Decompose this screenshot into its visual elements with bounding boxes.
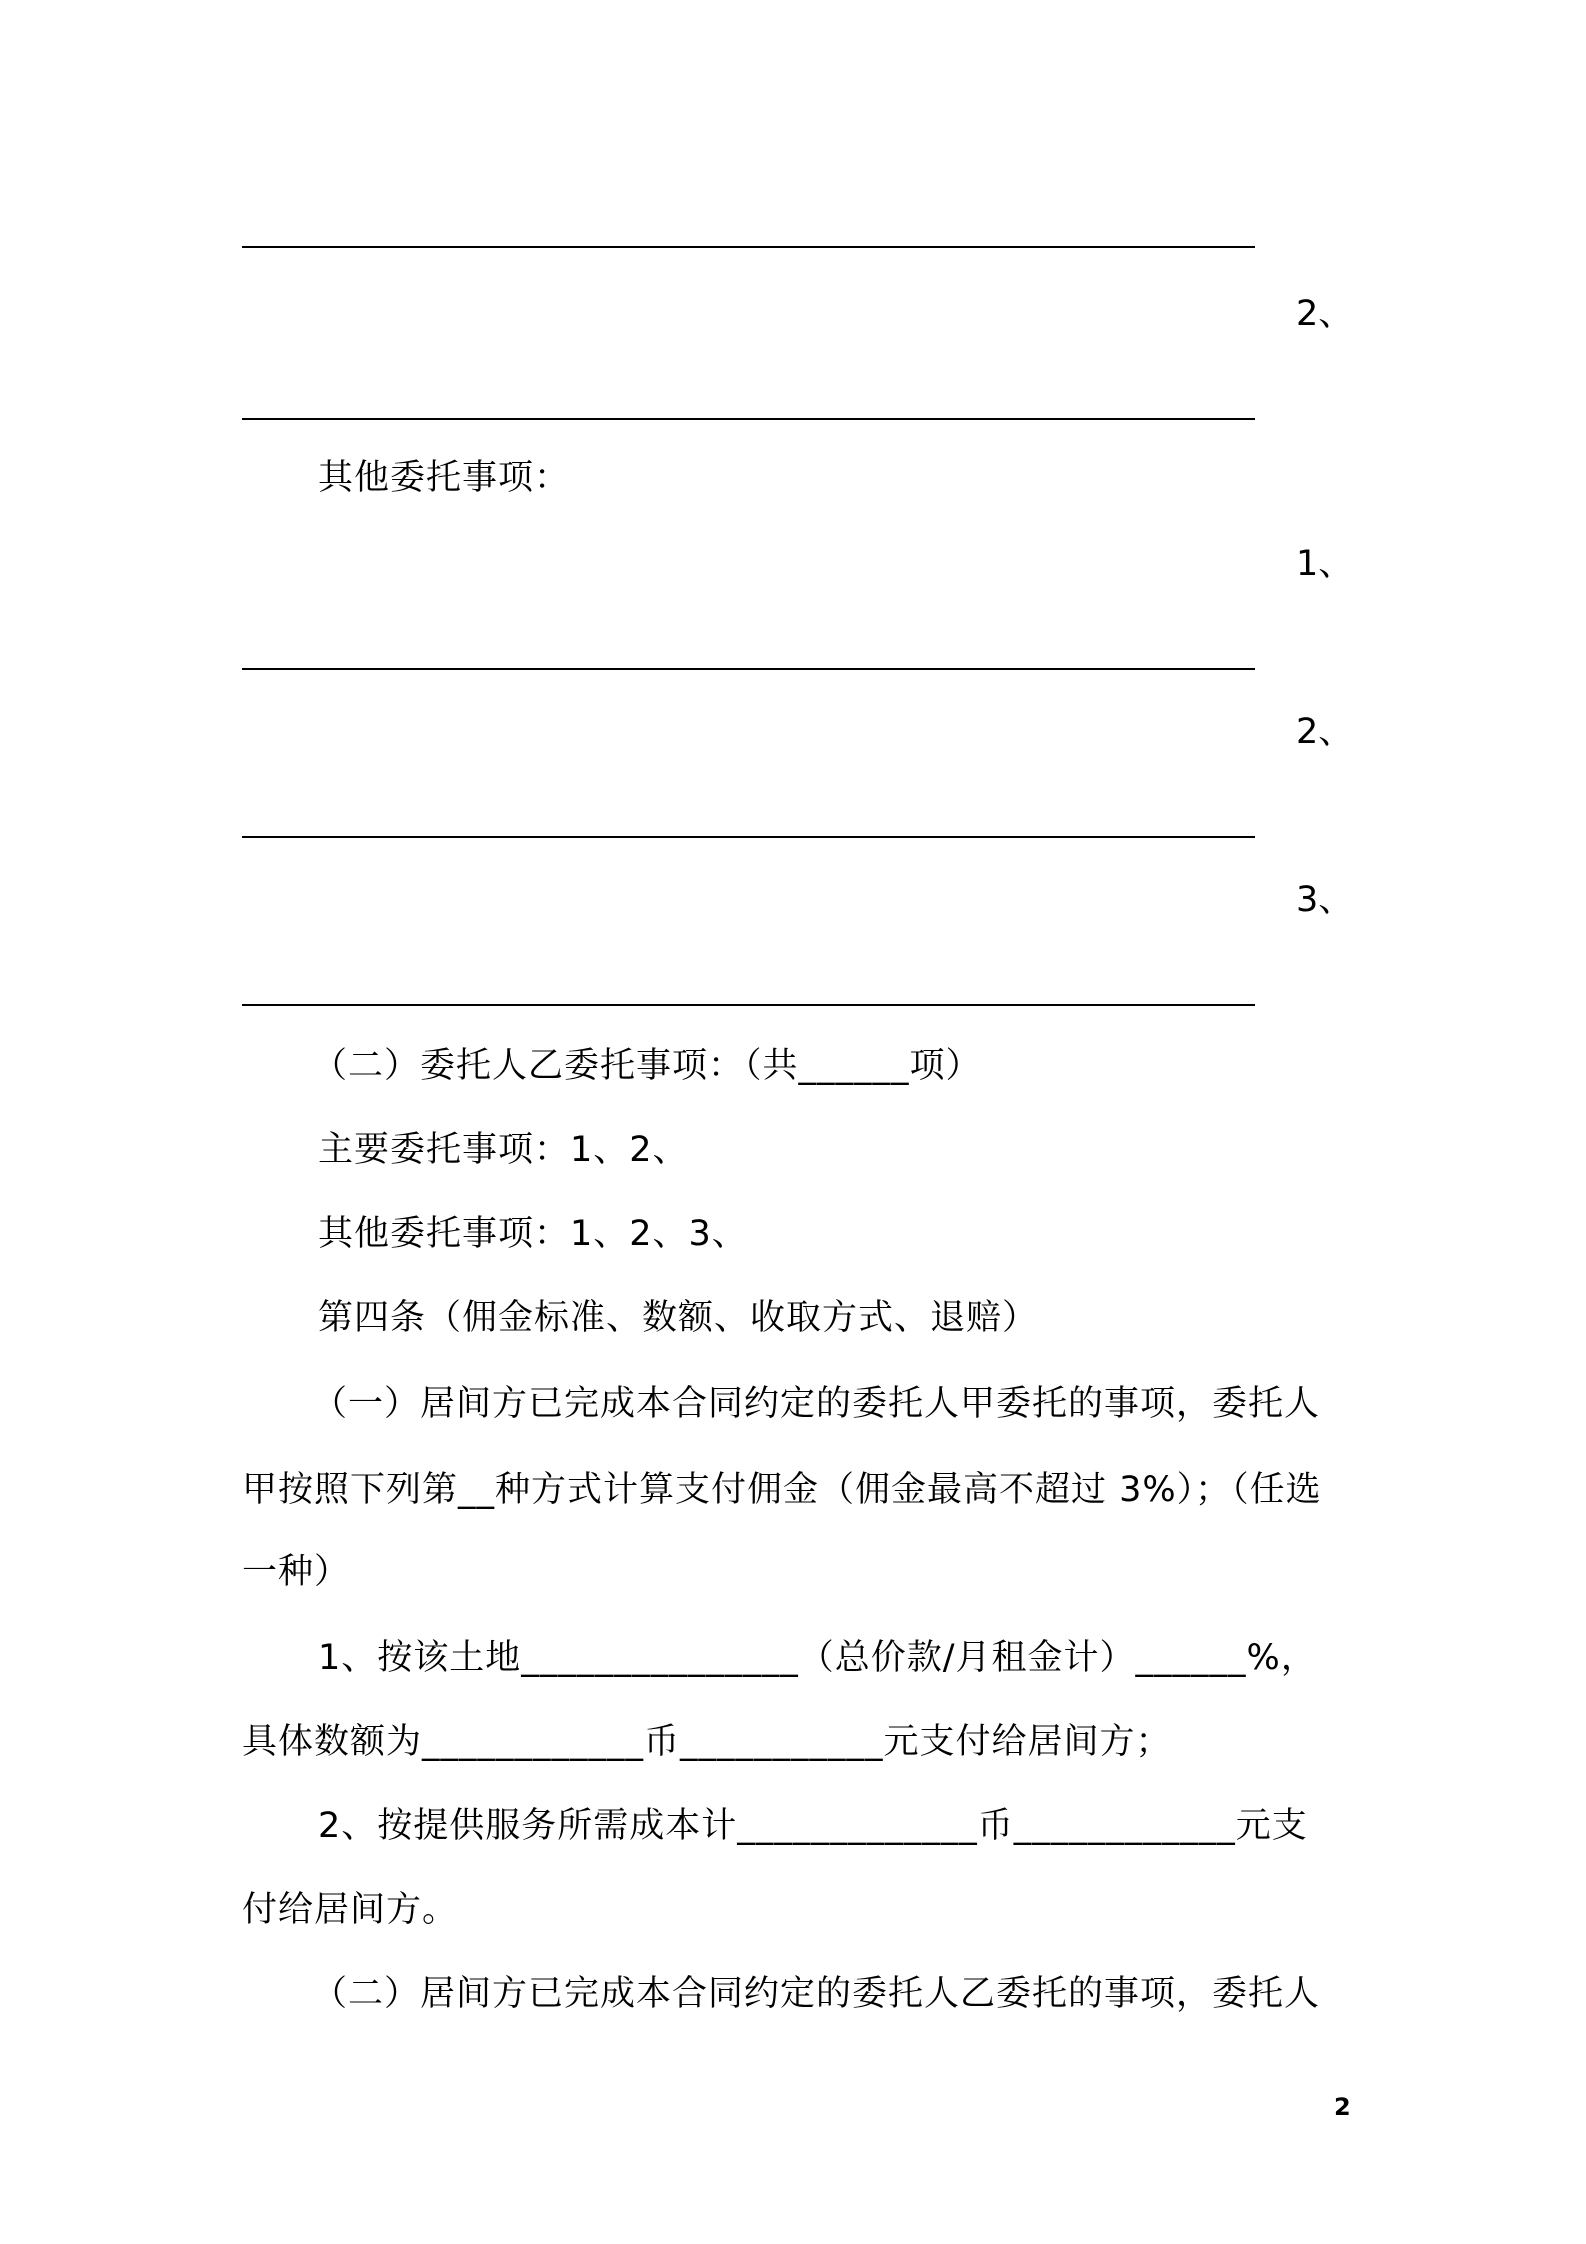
option-2-line-2: 付给居间方。	[242, 1890, 459, 1930]
other-items-heading: 其他委托事项：	[318, 458, 571, 498]
blank-fill-line	[242, 418, 1255, 420]
section-b-heading: （二）委托人乙委托事项：（共______项）	[312, 1046, 982, 1086]
paragraph-1-line-2: 甲按照下列第__种方式计算支付佣金（佣金最高不超过 3%）；（任选	[242, 1470, 1322, 1510]
article-4-heading: 第四条（佣金标准、数额、收取方式、退赔）	[318, 1298, 1039, 1338]
blank-fill-line	[242, 1004, 1255, 1006]
paragraph-1-line-3: 一种）	[242, 1552, 351, 1592]
blank-fill-line	[242, 836, 1255, 838]
other-item-number-1: 1、	[1296, 544, 1354, 584]
page-number: 2	[1334, 2093, 1351, 2121]
blank-fill-line	[242, 246, 1255, 248]
paragraph-2-line-1: （二）居间方已完成本合同约定的委托人乙委托的事项，委托人	[312, 1974, 1321, 2014]
item-number-2: 2、	[1296, 294, 1354, 334]
blank-fill-line	[242, 668, 1255, 670]
section-b-other-items: 其他委托事项：1、2、3、	[318, 1214, 748, 1254]
other-item-number-2: 2、	[1296, 712, 1354, 752]
option-1-line-2: 具体数额为____________币___________元支付给居间方；	[242, 1722, 1172, 1762]
other-item-number-3: 3、	[1296, 880, 1354, 920]
option-2-line-1: 2、按提供服务所需成本计_____________币____________元支	[318, 1806, 1308, 1846]
paragraph-1-line-1: （一）居间方已完成本合同约定的委托人甲委托的事项，委托人	[312, 1384, 1321, 1424]
option-1-line-1: 1、按该土地_______________（总价款/月租金计）______%，	[318, 1638, 1317, 1678]
section-b-main-items: 主要委托事项：1、2、	[318, 1130, 689, 1170]
